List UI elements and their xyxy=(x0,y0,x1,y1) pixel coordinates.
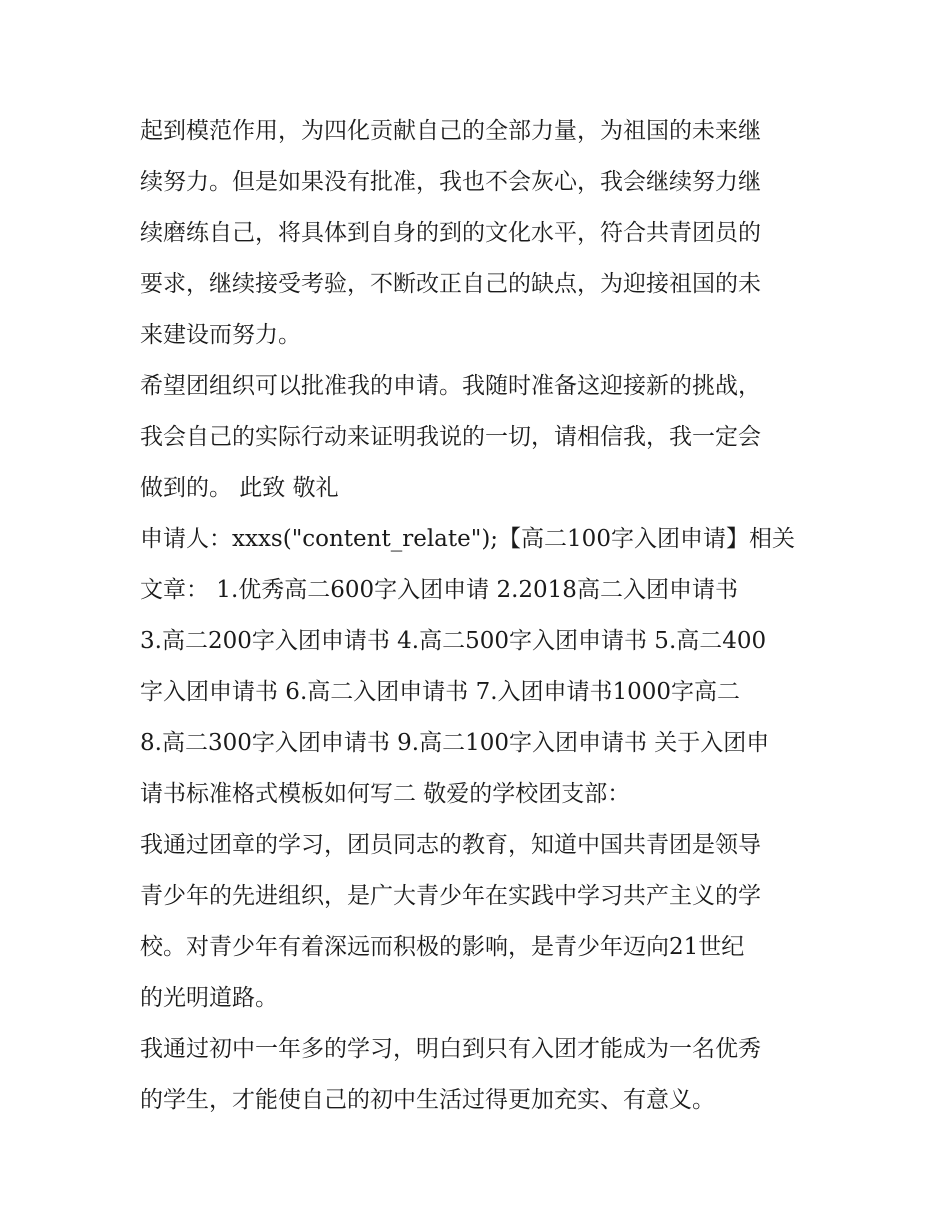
text-line: 起到模范作用，为四化贡献自己的全部力量，为祖国的未来继 xyxy=(140,118,761,144)
text-line: 的光明道路。 xyxy=(140,985,278,1011)
text-line: 请书标准格式模板如何写二 敬爱的学校团支部： xyxy=(140,781,631,807)
text-line: 续努力。但是如果没有批准，我也不会灰心，我会继续努力继 xyxy=(140,169,761,195)
text-line: 要求，继续接受考验，不断改正自己的缺点，为迎接祖国的未 xyxy=(140,271,761,297)
text-line: 申请人：xxxs("content_relate");【高二100字入团申请】相关 xyxy=(140,526,795,552)
text-line: 来建设而努力。 xyxy=(140,322,301,348)
paragraph-5 xyxy=(140,1024,820,1126)
text-line: 我通过初中一年多的学习，明白到只有入团才能成为一名优秀 xyxy=(140,1036,761,1062)
text-line: 8.高二300字入团申请书 9.高二100字入团申请书 关于入团申 xyxy=(140,730,770,756)
text-line: 的学生，才能使自己的初中生活过得更加充实、有意义。 xyxy=(140,1087,715,1113)
paragraph-2 xyxy=(140,361,820,514)
paragraph-3 xyxy=(140,514,820,820)
document-body xyxy=(140,106,820,1126)
paragraph-4 xyxy=(140,820,820,1024)
paragraph-1 xyxy=(140,106,820,361)
text-line: 校。对青少年有着深远而积极的影响，是青少年迈向21世纪 xyxy=(140,934,745,960)
text-line: 3.高二200字入团申请书 4.高二500字入团申请书 5.高二400 xyxy=(140,628,767,654)
text-line: 我会自己的实际行动来证明我说的一切，请相信我，我一定会 xyxy=(140,424,761,450)
text-line: 希望团组织可以批准我的申请。我随时准备这迎接新的挑战， xyxy=(140,373,761,399)
text-line: 做到的。 此致 敬礼 xyxy=(140,475,339,501)
text-line: 续磨练自己，将具体到自身的到的文化水平，符合共青团员的 xyxy=(140,220,761,246)
text-line: 青少年的先进组织，是广大青少年在实践中学习共产主义的学 xyxy=(140,883,761,909)
text-line: 我通过团章的学习，团员同志的教育，知道中国共青团是领导 xyxy=(140,832,761,858)
text-line: 字入团申请书 6.高二入团申请书 7.入团申请书1000字高二 xyxy=(140,679,741,705)
text-line: 文章： 1.优秀高二600字入团申请 2.2018高二入团申请书 xyxy=(140,577,738,603)
